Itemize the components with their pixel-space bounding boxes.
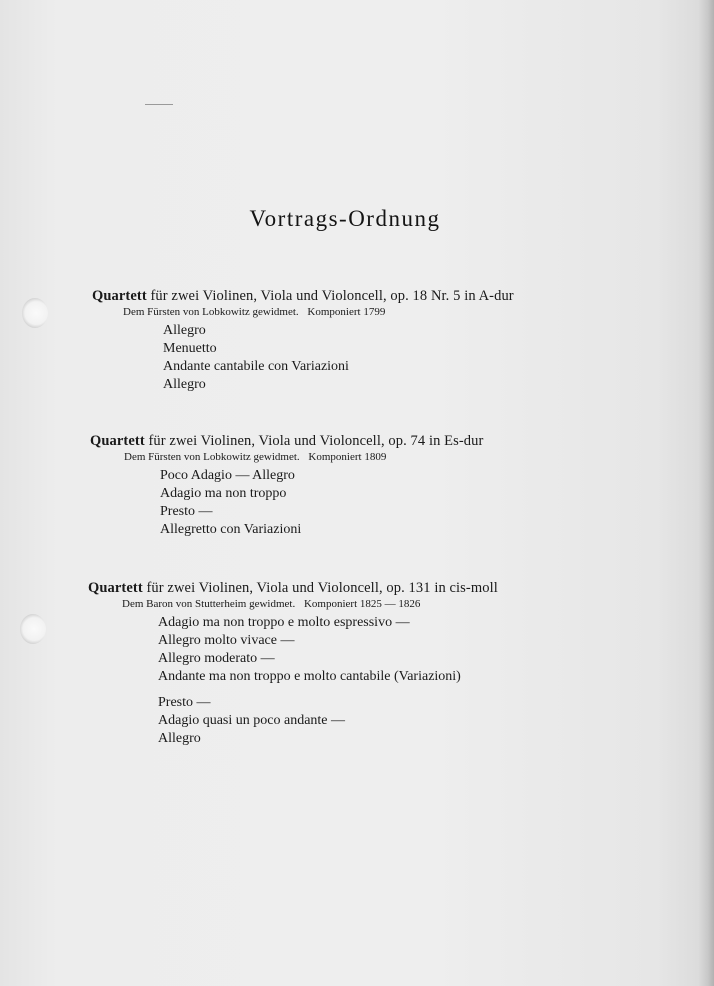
quartet-2: [90, 433, 483, 539]
movement: Allegretto con Variazioni: [160, 522, 302, 537]
punch-hole-bottom: [20, 614, 46, 644]
movement: Allegro moderato —: [158, 651, 275, 666]
composition-date: Komponiert 1825 — 1826: [303, 598, 421, 610]
movement: Allegro: [163, 377, 206, 392]
quartet-heading: [90, 433, 483, 450]
quartet-dedication-line: [124, 451, 483, 463]
movement: Presto —: [158, 695, 211, 710]
composition-date: Komponiert 1809: [308, 451, 387, 463]
quartet-label: Quartett: [90, 433, 145, 449]
movement-list: [160, 467, 483, 539]
movement: Allegro molto vivace —: [158, 633, 295, 648]
movement-list: [163, 322, 514, 394]
movement: Andante ma non troppo e molto cantabile (Variazioni): [158, 669, 461, 684]
page-edge-shadow: [698, 0, 714, 986]
composition-date: Komponiert 1799: [307, 306, 386, 318]
punch-hole-top: [22, 298, 48, 328]
movement: Poco Adagio — Allegro: [160, 468, 295, 483]
movement: Presto —: [160, 504, 213, 519]
dedication: Dem Fürsten von Lobkowitz gewidmet.: [123, 306, 299, 318]
movement: Adagio ma non troppo: [160, 486, 287, 501]
movement-list: [158, 614, 498, 748]
quartet-1: [92, 288, 514, 394]
quartet-dedication-line: [122, 598, 498, 610]
quartet-3: [88, 580, 498, 748]
quartet-instrumentation: für zwei Violinen, Viola und Violoncell, op. 74 in Es-dur: [148, 433, 484, 449]
movement: Menuetto: [163, 341, 217, 356]
dedication: Dem Baron von Stutterheim gewidmet.: [122, 598, 296, 610]
movement: Adagio quasi un poco andante —: [158, 713, 346, 728]
movement: Allegro: [163, 323, 206, 338]
movement: Allegro: [158, 731, 201, 746]
dedication: Dem Fürsten von Lobkowitz gewidmet.: [124, 451, 300, 463]
decorative-rule: [145, 104, 173, 105]
movement: Adagio ma non troppo e molto espressivo —: [158, 615, 410, 630]
quartet-instrumentation: für zwei Violinen, Viola und Violoncell, op. 131 in cis-moll: [146, 580, 498, 596]
quartet-heading: [92, 288, 514, 305]
quartet-dedication-line: [123, 306, 514, 318]
quartet-instrumentation: für zwei Violinen, Viola und Violoncell, op. 18 Nr. 5 in A-dur: [150, 288, 514, 304]
quartet-label: Quartett: [92, 288, 147, 304]
quartet-heading: [88, 580, 498, 597]
movement: Andante cantabile con Variazioni: [163, 359, 349, 374]
page-title: Vortrags-Ordnung: [249, 206, 441, 231]
quartet-label: Quartett: [88, 580, 143, 596]
